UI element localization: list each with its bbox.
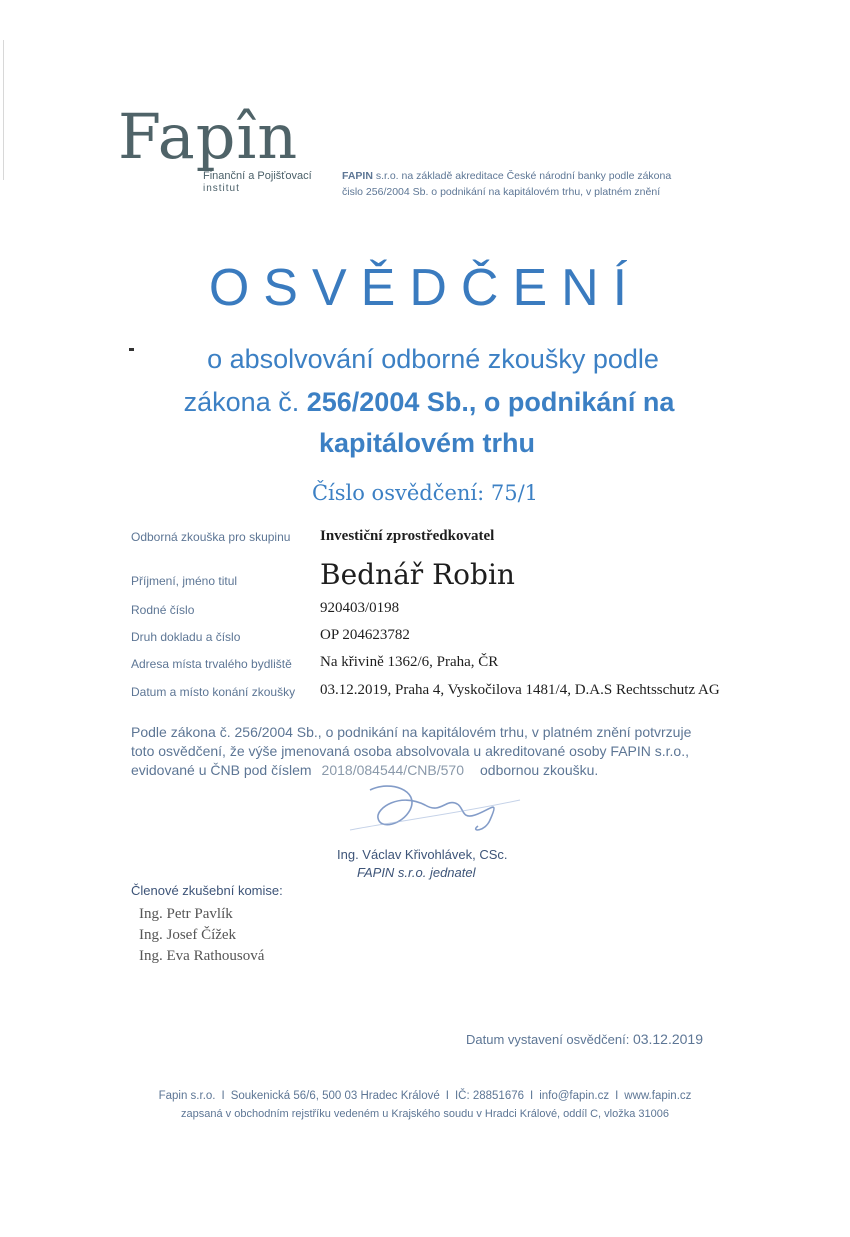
signatory-name: Ing. Václav Křivohlávek, CSc. (337, 847, 508, 862)
document-value: OP 204623782 (320, 627, 410, 643)
footer-address: Soukenická 56/6, 500 03 Hradec Králové (230, 1090, 440, 1102)
subtitle-line1: o absolvování odborné zkoušky podle (207, 344, 659, 374)
footer-company: Fapin s.r.o. (158, 1090, 216, 1102)
footer-registry: zapsaná v obchodním rejstříku vedeném u Krajského soudu v Hradci Králové, oddíl C, vložka 31006 (181, 1108, 669, 1120)
footer-web: www.fapin.cz (624, 1090, 692, 1102)
logo-subtitle-institut: institut (203, 183, 240, 194)
accreditation-line1: s.r.o. na základě akreditace České národní banky podle zákona (375, 170, 672, 182)
footer-email: info@fapin.cz (539, 1090, 610, 1102)
signatory-role: FAPIN s.r.o. jednatel (357, 865, 476, 880)
logo-subtitle: Finanční a Pojišťovací (203, 170, 312, 182)
subtitle-line2-pre: zákona č. (183, 387, 300, 417)
committee-member: Ing. Eva Rathousová (139, 948, 265, 964)
committee-heading: Členové zkušební komise: (131, 883, 283, 898)
address-value: Na křivině 1362/6, Praha, ČR (320, 654, 499, 670)
committee-member: Ing. Petr Pavlík (139, 906, 233, 922)
accreditation-note (342, 168, 671, 200)
exam-value: 03.12.2019, Praha 4, Vyskočilova 1481/4, D.A.S Rechtsschutz AG (320, 682, 720, 698)
para-line1: Podle zákona č. 256/2004 Sb., o podnikání na kapitálovém trhu, v platném znění potvrzuje (131, 724, 692, 740)
footer-contacts (0, 1090, 850, 1102)
registration-number: 2018/084544/CNB/570 (321, 762, 464, 778)
issue-date-value: 03.12.2019 (632, 1031, 704, 1047)
footer-ico: IČ: 28851676 (454, 1090, 525, 1102)
certificate-number: Číslo osvědčení: 75/1 (311, 481, 539, 505)
para-line3-pre: evidované u ČNB pod číslem (131, 762, 312, 778)
birth-number-value: 920403/0198 (320, 600, 400, 616)
footer-sep: I (530, 1090, 534, 1102)
fapin-logo: Fapîn (118, 100, 299, 173)
name-label: Příjmení, jméno titul (131, 574, 238, 588)
group-label: Odborná zkouška pro skupinu (131, 530, 291, 544)
footer-sep: I (615, 1090, 619, 1102)
signatory-block (337, 846, 508, 882)
certificate-title: OSVĚDČENÍ (208, 259, 642, 317)
subtitle-line2-bold: 256/2004 Sb., o podnikání na (306, 387, 675, 417)
footer-sep: I (445, 1090, 449, 1102)
committee-member: Ing. Josef Čížek (139, 927, 237, 943)
para-line3-post: odbornou zkoušku. (480, 762, 599, 778)
signature-drawing (330, 770, 530, 850)
issue-date (466, 1031, 703, 1047)
para-line2: toto osvědčení, že výše jmenovaná osoba absolvovala u akreditované osoby FAPIN s.r.o., (131, 743, 689, 759)
group-value: Investiční zprostředkovatel (320, 528, 495, 544)
committee-list (139, 904, 264, 967)
document-label: Druh dokladu a číslo (131, 630, 241, 644)
footer-sep: I (221, 1090, 225, 1102)
issue-date-label: Datum vystavení osvědčení: (466, 1032, 630, 1047)
birth-number-label: Rodné číslo (131, 603, 195, 617)
scan-edge-line (3, 40, 4, 180)
subtitle-line2 (4, 387, 850, 418)
address-label: Adresa místa trvalého bydliště (131, 657, 292, 671)
name-value: Bednář Robin (320, 558, 515, 591)
exam-label: Datum a místo konání zkoušky (131, 685, 296, 699)
subtitle-line3: kapitálovém trhu (318, 428, 536, 458)
accreditation-brand: FAPIN (342, 170, 373, 182)
accreditation-line2: čislo 256/2004 Sb. o podnikání na kapitálovém trhu, v platném znění (342, 186, 661, 198)
